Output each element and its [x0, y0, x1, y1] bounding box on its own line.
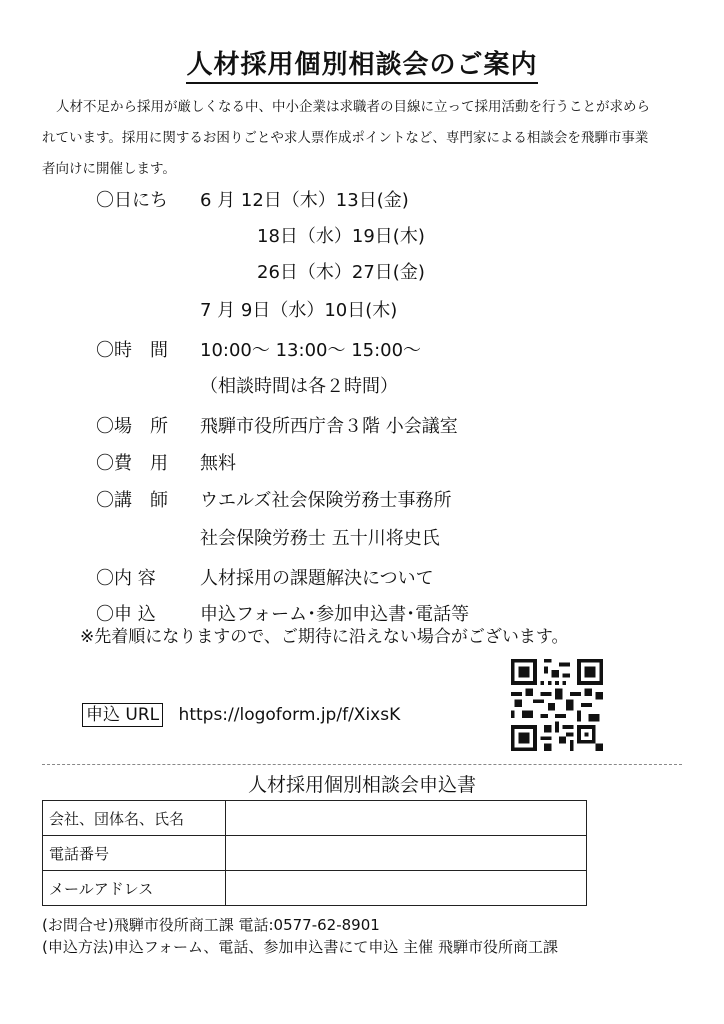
- application-url-link[interactable]: https://logoform.jp/f/XixsK: [178, 705, 401, 725]
- lecturer-label: 〇講 師: [96, 490, 168, 511]
- qr-code-image[interactable]: [511, 659, 603, 751]
- field-label-phone: 電話番号: [43, 836, 226, 871]
- contact-info: (お問合せ)飛騨市役所商工課 電話:0577-62-8901: [42, 916, 380, 934]
- intro-paragraph: [42, 92, 690, 185]
- place-value: 飛騨市役所西庁舎３階 小会議室: [200, 416, 458, 437]
- page-title: 人材採用個別相談会のご案内: [0, 44, 724, 81]
- table-row: [43, 801, 587, 836]
- fee-value: 無料: [200, 453, 236, 474]
- table-row: [43, 871, 587, 906]
- time-label: 〇時 間: [96, 340, 168, 361]
- field-label-email: メールアドレス: [43, 871, 226, 906]
- application-form-title: 人材採用個別相談会申込書: [247, 774, 476, 796]
- fee-label: 〇費 用: [96, 453, 168, 474]
- date-label: 〇日にち: [96, 190, 168, 211]
- intro-line: れています。採用に関するお困りごとや求人票作成ポイントなど、専門家による相談会を飛騨市事業: [42, 130, 649, 146]
- first-come-notice: ※先着順になりますので、ご期待に沿えない場合がございます。: [80, 627, 569, 647]
- time-value: 10:00～ 13:00～ 15:00～: [200, 340, 422, 361]
- content-label: 〇内 容: [96, 568, 156, 589]
- field-input-company[interactable]: [226, 801, 587, 836]
- intro-line: 者向けに開催します。: [42, 161, 176, 177]
- time-note: （相談時間は各２時間）: [200, 376, 398, 397]
- date-line: 18日（水）19日(木): [257, 226, 425, 247]
- table-row: [43, 836, 587, 871]
- lecturer-office: ウエルズ社会保険労務士事務所: [200, 490, 452, 511]
- intro-line: 人材不足から採用が厳しくなる中、中小企業は求職者の目線に立って採用活動を行うことが求めら: [56, 99, 650, 115]
- apply-label: 〇申 込: [96, 604, 156, 625]
- field-input-email[interactable]: [226, 871, 587, 906]
- date-line: 7 月 9日（水）10日(木): [200, 300, 398, 321]
- content-value: 人材採用の課題解決について: [200, 568, 434, 589]
- field-label-company: 会社、団体名、氏名: [43, 801, 226, 836]
- place-label: 〇場 所: [96, 416, 168, 437]
- application-form-table: [42, 800, 587, 906]
- url-label: 申込 URL: [82, 703, 163, 727]
- field-input-phone[interactable]: [226, 836, 587, 871]
- apply-value: 申込フォーム･参加申込書･電話等: [200, 604, 470, 625]
- section-divider: [42, 764, 682, 765]
- date-line: 26日（木）27日(金): [257, 262, 425, 283]
- application-url-row: [82, 700, 400, 725]
- lecturer-name: 社会保険労務士 五十川将史氏: [200, 528, 440, 549]
- application-method-info: (申込方法)申込フォーム、電話、参加申込書にて申込 主催 飛騨市役所商工課: [42, 938, 558, 956]
- date-line: 6 月 12日（木）13日(金): [200, 190, 409, 211]
